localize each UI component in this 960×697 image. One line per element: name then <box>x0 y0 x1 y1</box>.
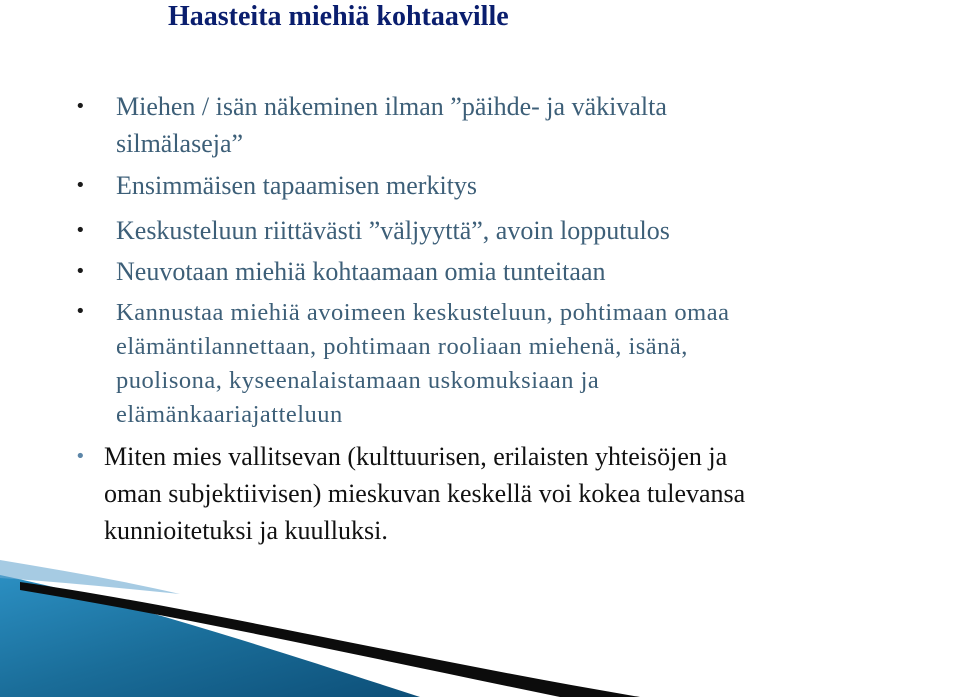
list-item <box>0 88 960 162</box>
bullet-text: Miten mies vallitsevan (kulttuurisen, erilaisten yhteisöjen ja oman subjektiivisen) mieskuvan keskellä voi kokea tulevansa kunnioitetuksi ja kuulluksi. <box>104 442 746 545</box>
decorative-swoosh <box>0 560 960 697</box>
list-item <box>0 438 960 549</box>
bullet-text: Neuvotaan miehiä kohtaamaan omia tunteitaan <box>116 257 606 286</box>
list-item <box>0 167 960 204</box>
list-item <box>0 296 960 432</box>
bullet-icon: • <box>75 446 86 467</box>
list-item <box>0 212 960 249</box>
bullet-icon: • <box>75 261 86 282</box>
bullet-icon: • <box>75 301 87 322</box>
bullet-icon: • <box>75 220 86 241</box>
bullet-text: Keskusteluun riittävästi ”väljyyttä”, avoin lopputulos <box>116 216 670 245</box>
bullet-list <box>0 88 960 549</box>
bullet-text: Kannustaa miehiä avoimeen keskusteluun, pohtimaan omaa elämäntilannettaan, pohtimaan rooliaan miehenä, isänä, puolisona, kyseenalaistamaan uskomuksiaan ja elämänkaariajatteluun <box>116 299 730 428</box>
bullet-text: Miehen / isän näkeminen ilman ”päihde- ja väkivalta silmälaseja” <box>116 92 667 158</box>
bullet-icon: • <box>75 96 86 117</box>
bullet-text: Ensimmäisen tapaamisen merkitys <box>116 171 478 200</box>
list-item <box>0 253 960 290</box>
bullet-icon: • <box>75 175 86 196</box>
slide-title: Haasteita miehiä kohtaaville <box>168 1 509 32</box>
